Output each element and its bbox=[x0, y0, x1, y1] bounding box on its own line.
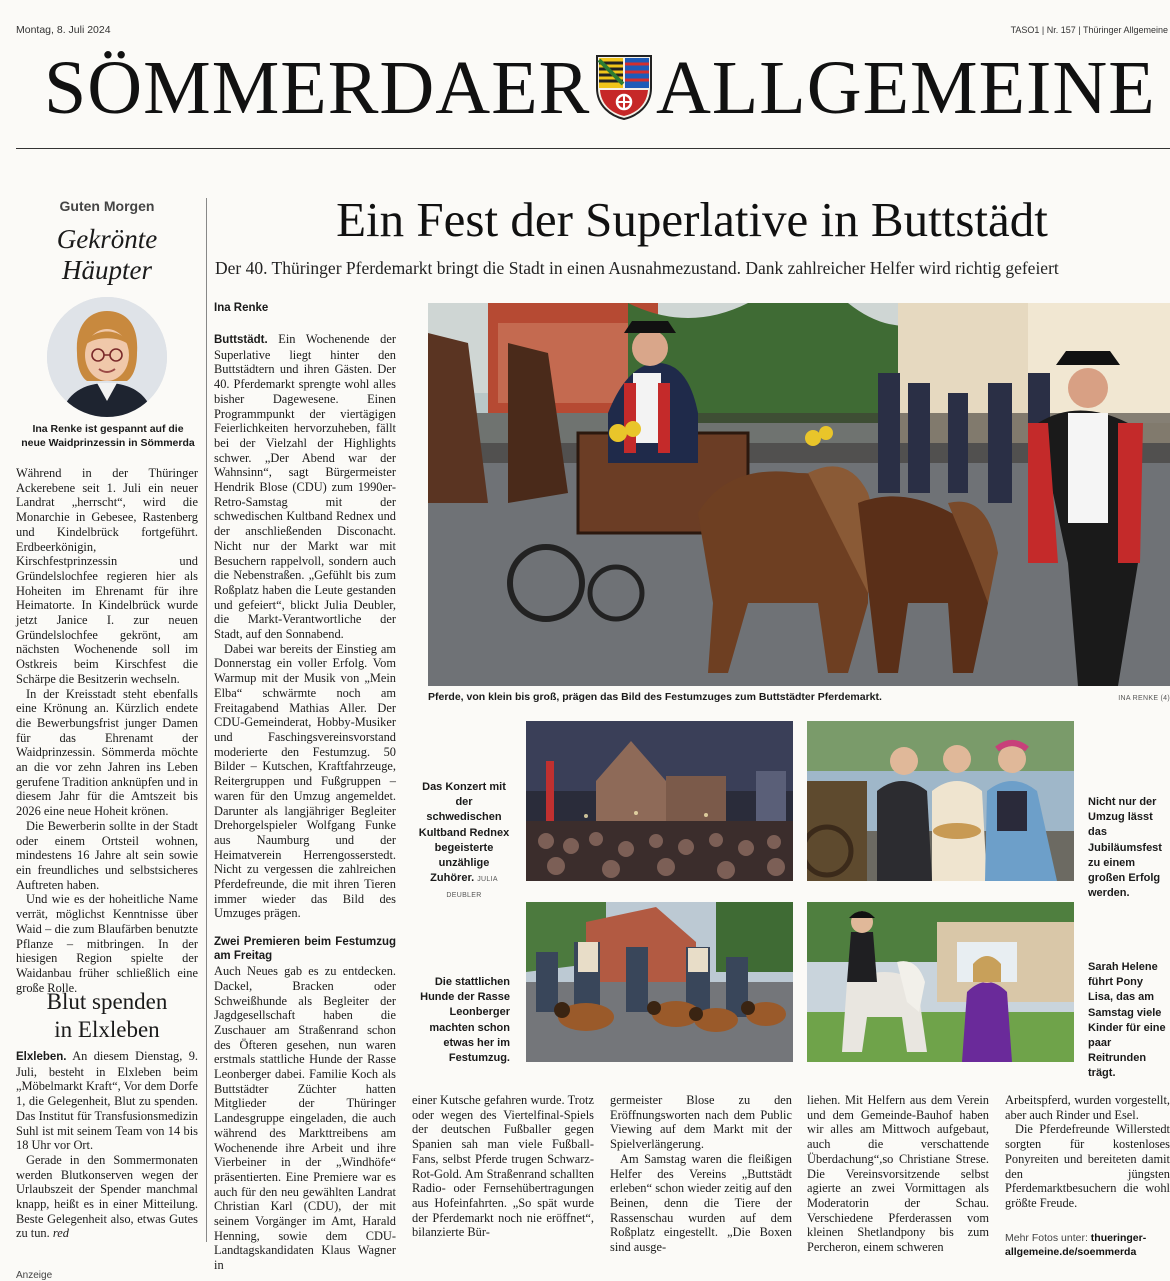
edition-info: TASO1 | Nr. 157 | Thüringer Allgemeine bbox=[1010, 25, 1168, 35]
women-caption: Nicht nur der Umzug lässt das Jubiläumsfest zu einem großen Erfolg werden. bbox=[1088, 796, 1162, 900]
concert-caption-text: Das Konzert mit der schwedischen Kultband Rednex begeisterte unzählige Zuhörer. bbox=[418, 781, 510, 885]
issue-date: Montag, 8. Juli 2024 bbox=[16, 24, 111, 36]
article-dateline: Buttstädt. bbox=[214, 334, 268, 346]
portrait-caption: Ina Renke ist gespannt auf die neue Waidprinzessin in Sömmerda bbox=[21, 423, 195, 449]
article-author: Ina Renke bbox=[214, 302, 269, 314]
blood-headline bbox=[16, 988, 198, 1044]
more-photos bbox=[1005, 1231, 1170, 1259]
pony-caption: Sarah Helene führt Pony Lisa, das am Samstag viele Kinder für eine paar Reitrunden trägt. bbox=[1088, 961, 1166, 1080]
blood-headline-line1: Blut spenden bbox=[46, 989, 168, 1014]
article-paragraph: Ein Wochenende der Superlative liegt hinter den Buttstädtern und ihren Gästen. Der 40. Pferdemarkt sprengte wohl alles bisher Dagewesene. Einen Programmpunkt der viertägigen Feierlichkeiten hervorzuheben, fällt bei der Vielzahl der Highlights schwer. „Der Abend war der Wahnsinn“, sagt Bürgermeister Hendrik Blose (CDU) zum 1990er-Retro-Samstag mit der schwedischen Kultband Rednex und der anschließenden Disconacht. Nicht nur der Markt war mit Besuchern rappelvoll, sondern auch die Nebenstraßen. „Gefühlt bis zum Roßplatz haben die Leute gestanden und gefeiert“, blickt Julia Deubler, die Markt-Verantwortliche der Stadt, auf den Sonnabend. bbox=[214, 332, 396, 642]
masthead-right: ALLGEMEINE bbox=[656, 46, 1156, 130]
blood-dateline: Elxleben. bbox=[16, 1051, 67, 1063]
column-paragraph: In der Kreisstadt steht ebenfalls eine Krönung an. Kürzlich endete die Bewerbungsfrist junger Damen für das Ehrenamt der Waidprinzessin. Sömmerda möchte an die vor zehn Jahren ins Leben gerufene Tradition anknüpfen und in diesem Jahr für die Amtszeit bis 2026 eine neue Hoheit krönen. bbox=[16, 686, 198, 819]
ad-label: Anzeige bbox=[16, 1270, 53, 1281]
article-column-2 bbox=[412, 1093, 594, 1240]
masthead-left: SÖMMERDAER bbox=[44, 46, 591, 130]
blood-signature: red bbox=[49, 1226, 69, 1241]
column-body bbox=[16, 466, 198, 995]
article-paragraph: Arbeitspferd, wurden vorgestellt, aber auch Rinder und Esel. bbox=[1005, 1093, 1170, 1122]
more-photos-link[interactable]: thueringer-allgemeine.de/soemmerda bbox=[1005, 1231, 1147, 1258]
article-column-3 bbox=[610, 1093, 792, 1255]
article-paragraph: Die Pferdefreunde Willerstedt sorgten für kostenloses Ponyreiten und bereiteten damit den jüngsten Pferdemarktbesuchern die wohl größte Freude. bbox=[1005, 1122, 1170, 1210]
author-portrait bbox=[47, 297, 167, 417]
dogs-caption: Die stattlichen Hunde der Rasse Leonberger machten schon etwas her im Festumzug. bbox=[420, 976, 510, 1065]
article-column-4 bbox=[807, 1093, 989, 1255]
article-subhead: Der 40. Thüringer Pferdemarkt bringt die Stadt in einen Ausnahmezustand. Dank zahlreicher Helfer wird richtig gefeiert bbox=[215, 258, 1059, 278]
main-photo-caption: Pferde, von klein bis groß, prägen das Bild des Festumzuges zum Buttstädter Pferdemarkt. bbox=[428, 691, 882, 703]
blood-headline-line2: in Elxleben bbox=[54, 1017, 160, 1042]
dogs-photo bbox=[526, 902, 793, 1062]
column-title-line1: Gekrönte bbox=[56, 224, 158, 254]
article-paragraph: germeister Blose zu den Eröffnungsworten nach dem Public Viewing auf dem Markt mit der Spielverlängerung. bbox=[610, 1093, 792, 1152]
main-photo-credit: INA RENKE (4) bbox=[1118, 695, 1170, 702]
concert-credit: JULIA DEUBLER bbox=[446, 876, 498, 900]
blood-body bbox=[16, 1049, 198, 1241]
column-title-line2: Häupter bbox=[62, 255, 152, 285]
article-subheading: Zwei Premieren beim Festumzug am Freitag bbox=[214, 936, 396, 963]
column-title bbox=[16, 224, 198, 286]
article-paragraph: liehen. Mit Helfern aus dem Verein und dem Gemeinde-Bauhof haben wir alles am Mittwoch aufgebaut, auch die verschattende Überdachung“,so Christiane Strese. Die Vereinsvorsitzende selbst agierte an zwei Vormittagen als Moderatorin der Schau. Verschiedene Pferderassen vom kleinen Shetlandpony bis zum Percheron, einem schweren bbox=[807, 1093, 989, 1255]
women-photo bbox=[807, 721, 1074, 881]
column-paragraph: Während in der Thüringer Ackerebene seit 1. Juli ein neuer Landrat „herrscht“, wird die Monarchie in Gebesee, Rastenberg und Kindelbrück fortgeführt. Erdbeerkönigin, Kirschfestprinzessin und Gründelslochfee regieren hier als Hoheiten im Ehrenamt für ihre Heimatorte. In Kindelbrück wurde jetzt Janice I. zur neuen Gründelslochfee gekrönt, am nächsten Wochenende soll im Ostkreis beim Kirschfest die Schärpe die Besitzerin wechseln. bbox=[16, 466, 198, 686]
masthead-divider bbox=[16, 148, 1170, 149]
blood-paragraph: An diesem Dienstag, 9. Juli, besteht in Elxleben beim „Möbelmarkt Kraft“, Vor dem Dorfe 1, die Gelegenheit, Blut zu spenden. Das Institut für Transfusionsmedizin Suhl ist mit seinem Team von 14 bis 18 Uhr vor Ort. bbox=[16, 1049, 198, 1153]
concert-photo bbox=[526, 721, 793, 881]
coat-of-arms-icon bbox=[595, 54, 653, 120]
article-column-1 bbox=[214, 332, 396, 1273]
column-paragraph: Die Bewerberin sollte in der Stadt oder einem Ortsteil wohnen, mindestens 16 Jahre alt sein sowie ein freundliches und selbstsicheres Auftreten haben. bbox=[16, 818, 198, 892]
column-kicker: Guten Morgen bbox=[59, 198, 155, 214]
column-divider bbox=[206, 198, 207, 1242]
main-photo bbox=[428, 303, 1170, 686]
pony-photo bbox=[807, 902, 1074, 1062]
article-headline: Ein Fest der Superlative in Buttstädt bbox=[336, 192, 1048, 247]
concert-caption bbox=[418, 780, 510, 904]
article-column-5 bbox=[1005, 1093, 1170, 1259]
column-paragraph: Und wie es der hoheitliche Name verrät, möglichst Kenntnisse über Waid – die zum Blaufärben benutzte Pflanze – mitbringen. In der hiesigen Region spielte der Waidanbau früher schließlich eine große Rolle. bbox=[16, 892, 198, 995]
article-paragraph: einer Kutsche gefahren wurde. Trotz oder wegen des Viertelfinal-Spiels der deutschen Fußballer gegen Spanien sah man viele Fußball-Fans, selbst Pferde trugen Schwarz-Rot-Gold. Am Straßenrand schallten Radio- oder Fernsehübertragungen aus Hofeinfahrten. „So spät wurde der Pferdemarkt noch nie eröffnet“, bilanzierte Bür- bbox=[412, 1093, 594, 1240]
blood-paragraph: Gerade in den Sommermonaten werden Blutkonserven wegen der Urlaubszeit der Spender manchmal knapp, heißt es in einer Mitteilung. Beste Gelegenheit also, etwas Gutes zu tun. bbox=[16, 1152, 198, 1241]
article-paragraph: Am Samstag waren die fleißigen Helfer des Vereins „Buttstädt erleben“ schon wieder zeitig auf den Beinen, denn die Tiere der Rassenschau wurden auf dem Roßplatz eingestellt. „Die Boxen sind ausge- bbox=[610, 1151, 792, 1255]
more-photos-label: Mehr Fotos unter: bbox=[1005, 1231, 1091, 1244]
article-paragraph: Auch Neues gab es zu entdecken. Dackel, Bracken oder Schweißhunde als Begleiter der Jagdgesellschaft haben die Zuschauer am Straßenrand schon des Öfteren gesehen, nun waren erstmals stattliche Hunde der Rasse Leonberger dabei. Familie Koch als Buttstädter Züchter hatten Mitglieder der Thüringer Landesgruppe eingeladen, die auch während des Markttreibens am Wochenende ihre Arbeit und ihre Vierbeiner in der „Windhöfe“ präsentierten. Eine Premiere war es auch für den neu gewählten Landrat Christian Karl (CDU), der mit seinem Vorgänger im Amt, Harald Henning, sowie dem CDU-Landtagskandidaten Klaus Wagner in bbox=[214, 964, 396, 1273]
article-paragraph: Dabei war bereits der Einstieg am Donnerstag ein voller Erfolg. Vom Warmup mit der Musik von „Mein Elba“ schwärmte noch am Freitagabend Mathias Aller. Der CDU-Gemeinderat, Hobby-Musiker und Faschingsvereinsvorstand moderierte den Festumzug. 50 Bilder – Kutschen, Kraftfahrzeuge, Reitergruppen und Fußgruppen – waren für den Umzug angemeldet. Darunter als langjähriger Begleiter Drehorgelspieler Wolfgang Funke aus Naumburg und der Heimatverein Herrengosserstedt. Nicht zu vergessen die zahlreichen Pferdefreunde, die mit ihren Tieren immer wieder das Bild des Umzuges prägen. bbox=[214, 641, 396, 921]
